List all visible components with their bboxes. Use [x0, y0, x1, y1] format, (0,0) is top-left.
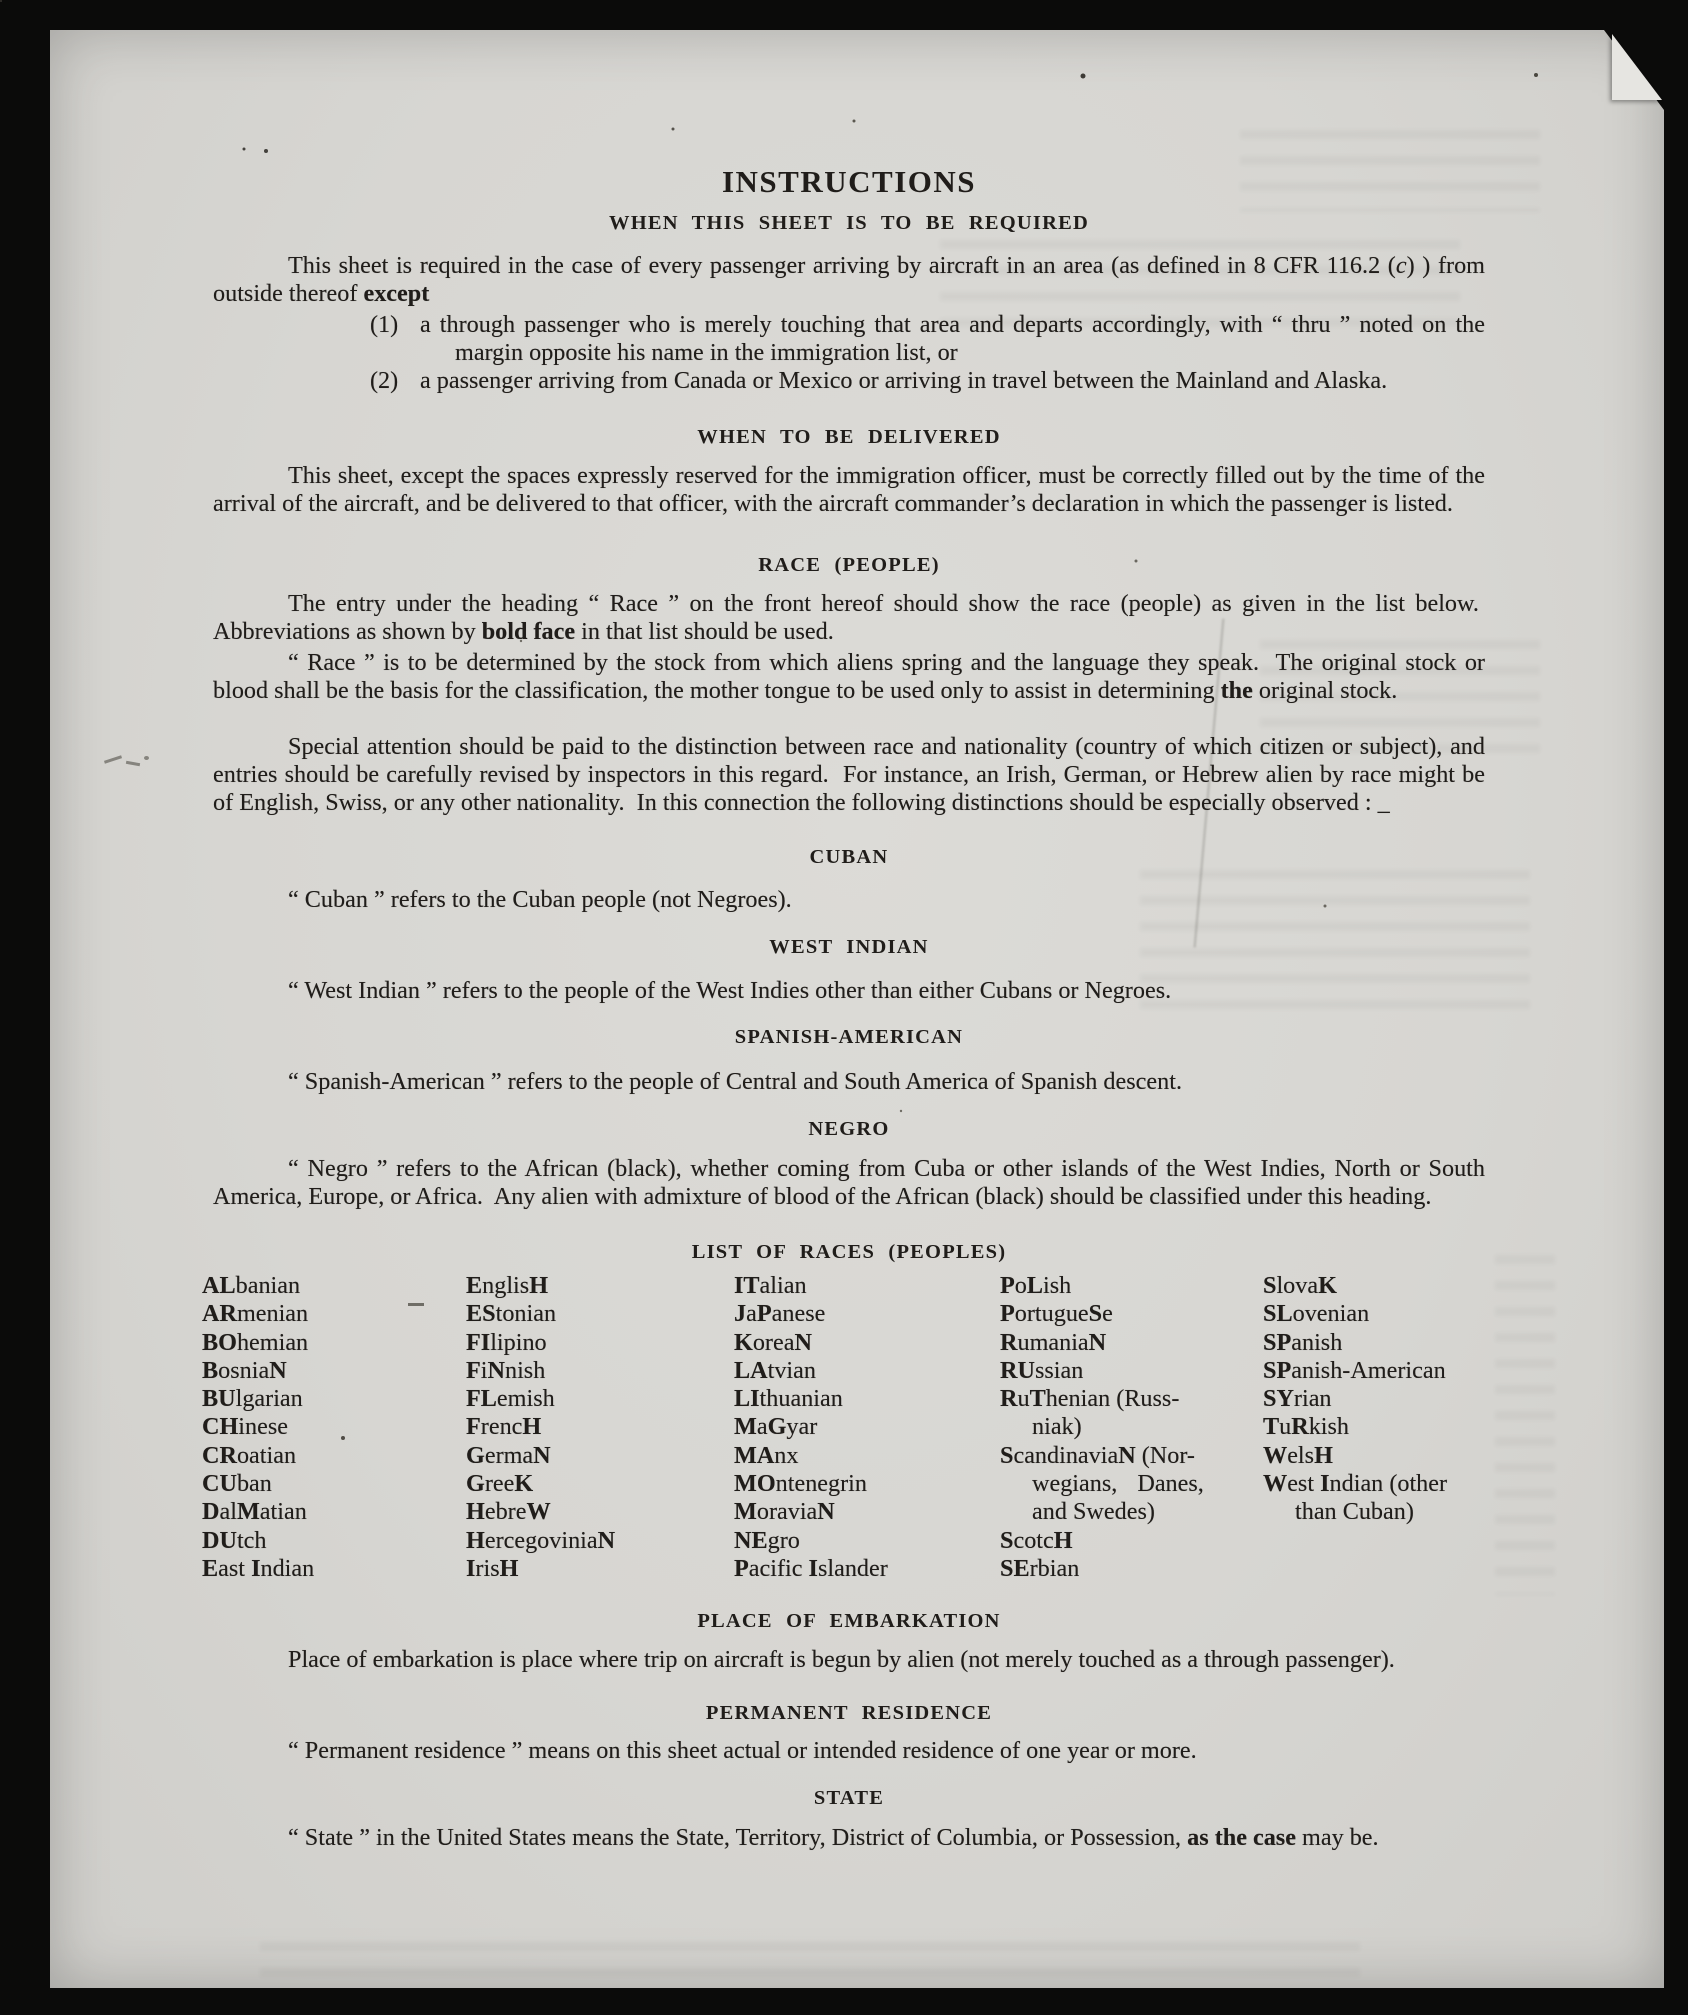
race-entry: SPanish-American: [1263, 1356, 1446, 1384]
race-entry: SYrian: [1263, 1385, 1332, 1413]
bleed-through-artifact: [1495, 1255, 1555, 1595]
race-entry: WelsH: [1263, 1441, 1333, 1469]
list-item-2-number: (2): [370, 367, 399, 394]
race-entry: ALbanian: [202, 1272, 301, 1299]
race-entry: HercegoviniaN: [466, 1526, 616, 1554]
page-title: INSTRUCTIONS: [721, 164, 976, 199]
stray-mark: [408, 1303, 424, 1306]
paragraph-cuban: “ Cuban ” refers to the Cuban people (not Negroes).: [288, 886, 792, 913]
paragraph-embarkation: Place of embarkation is place where trip on aircraft is begun by alien (not merely touched as a through passenger).: [288, 1646, 1395, 1673]
race-entry: CHinese: [202, 1413, 288, 1441]
races-column-2: [466, 1272, 615, 1583]
race-entry: MOntenegrin: [734, 1470, 867, 1498]
race-entry: Pacific Islander: [734, 1554, 888, 1582]
race-entry: FLemish: [466, 1385, 555, 1413]
race-entry: East Indian: [202, 1554, 315, 1582]
section-heading-races-list: LIST OF RACES (PEOPLES): [691, 1241, 1007, 1263]
paragraph-permanent-residence: “ Permanent residence ” means on this sheet actual or intended residence of one year or more.: [288, 1737, 1197, 1764]
section-heading-spanish-american: SPANISH-AMERICAN: [734, 1026, 964, 1048]
race-entry: DalMatian: [202, 1498, 307, 1526]
race-entry: MaGyar: [734, 1413, 818, 1441]
race-entry: SlovaK: [1263, 1272, 1337, 1299]
race-entry: BosniaN: [202, 1356, 287, 1384]
race-entry: JaPanese: [734, 1300, 826, 1328]
section-heading-west-indian: WEST INDIAN: [769, 936, 929, 958]
race-entry: ScandinaviaN (Nor-: [1000, 1441, 1195, 1469]
race-entry: than Cuban): [1295, 1498, 1414, 1526]
race-entry: West Indian (other: [1263, 1470, 1448, 1498]
race-entry: PortugueSe: [1000, 1300, 1113, 1328]
section-heading-cuban: CUBAN: [809, 846, 889, 868]
list-item-2: [370, 367, 1485, 395]
race-entry: HebreW: [466, 1498, 551, 1526]
race-entry: BOhemian: [202, 1328, 309, 1356]
paragraph-spanish-american: “ Spanish-American ” refers to the people of Central and South America of Spanish descent.: [288, 1068, 1182, 1095]
list-item-1-number: (1): [370, 311, 399, 338]
races-column-4: [1000, 1272, 1204, 1583]
dust-specks: [0, 0, 2, 2]
race-entry: wegians, Danes,: [1032, 1470, 1204, 1498]
race-entry: RUssian: [1000, 1356, 1084, 1384]
race-entry: GreeK: [466, 1470, 534, 1498]
race-entry: CRoatian: [202, 1441, 297, 1469]
race-entry: SPanish: [1263, 1328, 1343, 1356]
race-entry: RumaniaN: [1000, 1328, 1107, 1356]
races-column-3: [734, 1272, 888, 1583]
race-entry: DUtch: [202, 1526, 267, 1554]
race-entry: SErbian: [1000, 1554, 1080, 1582]
race-entry: and Swedes): [1032, 1498, 1155, 1526]
section-heading-permanent-residence: PERMANENT RESIDENCE: [705, 1702, 993, 1724]
section-heading-negro: NEGRO: [808, 1118, 890, 1140]
races-column-1: [202, 1272, 314, 1583]
section-heading-embarkation: PLACE OF EMBARKATION: [697, 1610, 1001, 1632]
list-item-1: [370, 311, 1485, 367]
section-heading-state: STATE: [813, 1787, 885, 1809]
race-entry: LIthuanian: [734, 1385, 843, 1413]
paragraph-race-3: Special attention should be paid to the distinction between race and nationality (country of which citizen or subject), and entries should be carefully revised by inspectors in this regard. For instance, an Irish, German, or Hebrew alien by race might be of English, Swiss, or any other nationality. In this connection the following distinctions should be especially observed : _: [213, 733, 1485, 817]
race-entry: ARmenian: [202, 1300, 309, 1328]
pencil-mark: [104, 754, 150, 770]
paragraph-when-delivered: This sheet, except the spaces expressly reserved for the immigration officer, must be correctly filled out by the time of the arrival of the aircraft, and be delivered to that officer, with the aircraft commander’s declaration in which the passenger is listed.: [213, 462, 1485, 518]
race-entry: LAtvian: [734, 1356, 816, 1384]
section-heading-when-required: WHEN THIS SHEET IS TO BE REQUIRED: [609, 212, 1089, 234]
race-entry: IrisH: [466, 1554, 519, 1582]
race-entry: ITalian: [734, 1272, 807, 1299]
paragraph-race-1: The entry under the heading “ Race ” on the front hereof should show the race (people) as given in the list below. Abbreviations as shown by bold face in that list should be used.: [213, 590, 1485, 646]
section-heading-when-delivered: WHEN TO BE DELIVERED: [697, 426, 1001, 448]
race-entry: EnglisH: [466, 1272, 549, 1299]
corner-fold: [1612, 34, 1662, 100]
race-entry: niak): [1032, 1413, 1082, 1441]
race-entry: CUban: [202, 1470, 272, 1498]
paragraph-state: “ State ” in the United States means the State, Territory, District of Columbia, or Possession, as the case may be.: [288, 1824, 1379, 1851]
race-entry: SLovenian: [1263, 1300, 1370, 1328]
race-entry: MAnx: [734, 1441, 799, 1469]
paragraph-race-2: “ Race ” is to be determined by the stock from which aliens spring and the language they speak. The original stock or blood shall be the basis for the classification, the mother tongue to be used only to assist in determining the original stock.: [213, 649, 1485, 705]
bleed-through-artifact: [260, 1942, 1360, 1986]
section-heading-race: RACE (PEOPLE): [758, 554, 940, 576]
paragraph-required-intro: This sheet is required in the case of every passenger arriving by aircraft in an area (as defined in 8 CFR 116.2 (c) ) from outside thereof except: [213, 252, 1485, 308]
paragraph-negro: “ Negro ” refers to the African (black), whether coming from Cuba or other islands of the West Indies, North or South America, Europe, or Africa. Any alien with admixture of blood of the African (black) should be classified under this heading.: [213, 1155, 1485, 1211]
race-entry: EStonian: [466, 1300, 557, 1328]
list-item-1-text: a through passenger who is merely touching that area and departs accordingly, with “ thru ” noted on the margin opposite his name in the immigration list, or: [420, 311, 1485, 367]
race-entry: GermaN: [466, 1441, 551, 1469]
race-entry: MoraviaN: [734, 1498, 835, 1526]
race-entry: BUlgarian: [202, 1385, 303, 1413]
paragraph-west-indian: “ West Indian ” refers to the people of the West Indies other than either Cubans or Negroes.: [288, 977, 1172, 1004]
races-column-5: [1263, 1272, 1447, 1527]
race-entry: TuRkish: [1263, 1413, 1350, 1441]
race-entry: FiNnish: [466, 1356, 546, 1384]
race-entry: PoLish: [1000, 1272, 1072, 1299]
race-entry: NEgro: [734, 1526, 800, 1554]
race-entry: ScotcH: [1000, 1526, 1073, 1554]
race-entry: FIlipino: [466, 1328, 547, 1356]
race-entry: RuThenian (Russ-: [1000, 1385, 1180, 1413]
list-item-2-text: a passenger arriving from Canada or Mexico or arriving in travel between the Mainland and Alaska.: [420, 367, 1388, 394]
race-entry: KoreaN: [734, 1328, 812, 1356]
race-entry: FrencH: [466, 1413, 542, 1441]
